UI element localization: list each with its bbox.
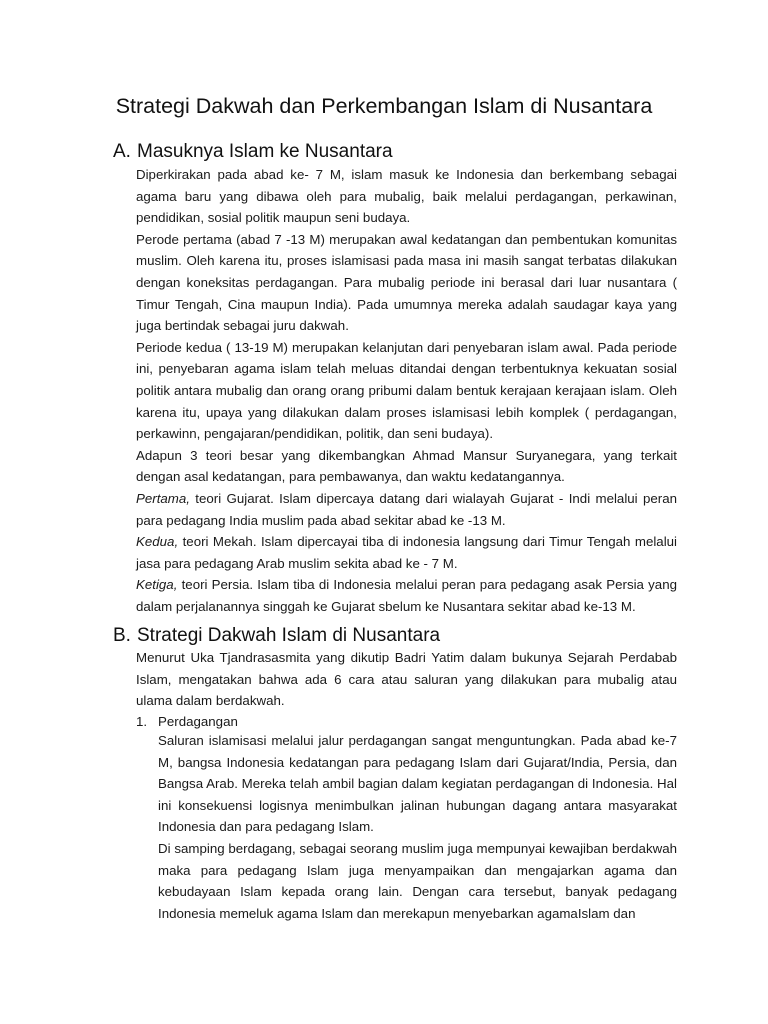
theory-text: teori Mekah. Islam dipercayai tiba di indonesia langsung dari Timur Tengah melalui jasa para pedagang Arab muslim sekita abad ke - 7 M. [136,534,677,571]
theory-label: Kedua, [136,534,179,550]
section-a-body [136,164,677,617]
page-title: Strategi Dakwah dan Perkembangan Islam di Nusantara [115,94,653,118]
list-item-title: Perdagangan [158,714,238,729]
paragraph: Perode pertama (abad 7 -13 M) merupakan awal kedatangan dan pembentukan komunitas muslim. Oleh karena itu, proses islamisasi pada masa ini masih sangat terbatas dilakukan dengan koneksitas perdagangan. Para mubalig periode ini berasal dari luar nusantara ( Timur Tengah, Cina maupun India). Pada umumnya mereka adalah saudagar kaya yang juga bertindak sebagai juru dakwah. [136,231,677,334]
paragraph: Di samping berdagang, sebagai seorang muslim juga mempunyai kewajiban berdakwah maka para pedagang Islam juga menyampaikan dan mengajarkan agama dan kebudayaan Islam kepada orang lain. Dengan cara tersebut, banyak pedagang Indonesia memeluk agama Islam dan merekapun menyebarkan agamaIslam dan [158,840,677,921]
section-b-heading [113,624,440,648]
section-a-title: Masuknya Islam ke Nusantara [137,141,393,162]
paragraph: Periode kedua ( 13-19 M) merupakan kelanjutan dari penyebaran islam awal. Pada periode ini, penyebaran agama islam telah meluas ditandai dengan terbentuknya kekuatan sosial politik antara mubalig dan orang orang pribumi dalam bentuk kerajaan kerajaan islam. Oleh karena itu, upaya yang dilakukan dalam proses islamisasi lebih komplek ( perdagangan, perkawinn, pengajaran/pendidikan, politik, dan seni budaya). [136,339,677,442]
theory-paragraph [136,574,677,617]
paragraph: Diperkirakan pada abad ke- 7 M, islam masuk ke Indonesia dan berkembang sebagai agama baru yang dibawa oleh para mubalig, baik melalui perdagangan, perkawinan, pendidikan, sosial politik maupun seni budaya. [136,167,677,226]
theory-label: Ketiga, [136,577,178,593]
section-b-intro [136,647,677,712]
theory-paragraph [136,488,677,531]
section-b-title: Strategi Dakwah Islam di Nusantara [137,625,441,646]
section-b-number: B. [113,625,131,646]
paragraph: Saluran islamisasi melalui jalur perdagangan sangat menguntungkan. Pada abad ke-7 M, bangsa Indonesia kedatangan para pedagang Islam dari Gujarat/India, Persia, dan Bangsa Arab. Mereka telah ambil bagian dalam kegiatan perdagangan di Indonesia. Hal ini konsekuensi logisnya menimbulkan jalinan hubungan dagang antara masyarakat Indonesia dan para pedagang Islam. [158,733,677,835]
theory-paragraph [136,531,677,574]
section-a-number: A. [113,141,131,162]
theory-text: teori Persia. Islam tiba di Indonesia melalui peran para pedagang asak Persia yang dalam perjalanannya singgah ke Gujarat sbelum ke Nusantara sekitar abad ke-13 M. [136,577,677,614]
paragraph: Adapun 3 teori besar yang dikembangkan Ahmad Mansur Suryanegara, yang terkait dengan asal kedatangan, para pembawanya, dan waktu kedatangannya. [136,447,677,485]
theory-text: teori Gujarat. Islam dipercaya datang dari wialayah Gujarat - Indi melalui peran para pedagang India muslim pada abad sekitar abad ke -13 M. [136,490,677,528]
section-a-heading [113,140,393,164]
list-item-body [158,730,677,924]
theory-label: Pertama, [136,490,190,506]
paragraph: Menurut Uka Tjandrasasmita yang dikutip Badri Yatim dalam bukunya Sejarah Perdabab Islam, mengatakan bahwa ada 6 cara atau saluran yang dilakukan para mubalig atau ulama dalam berdakwah. [136,650,677,709]
list-item-number: 1. [136,714,148,729]
